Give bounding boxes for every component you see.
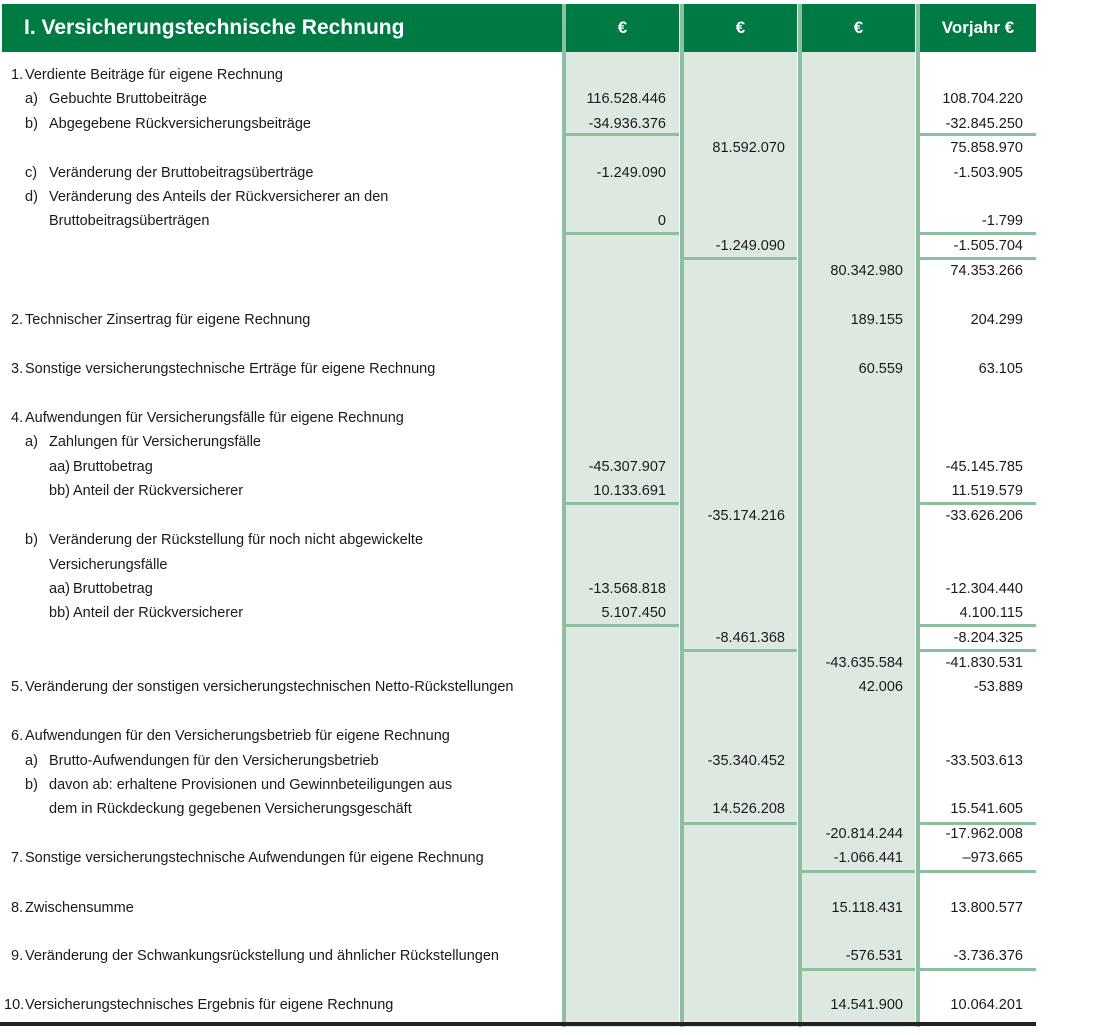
row-number: 2. [11, 312, 24, 328]
amount-c1 [566, 626, 666, 650]
row-number: b) [25, 777, 38, 793]
amount-c1 [566, 308, 666, 332]
table-row [0, 822, 1036, 846]
amount-c3: 80.342.980 [830, 263, 903, 279]
prior-year-value: -8.204.325 [953, 630, 1023, 646]
prior-year-value [920, 406, 1023, 430]
row-number: a) [25, 753, 38, 769]
amount-c1 [566, 993, 666, 1017]
amount-c2 [684, 185, 785, 209]
row-number: a) [25, 434, 38, 450]
prior-year-value: -33.626.206 [945, 508, 1023, 524]
amount-c2 [684, 993, 785, 1017]
amount-c3 [802, 577, 903, 601]
table-row [0, 553, 1036, 577]
amount-c3 [802, 797, 903, 821]
amount-c1: 5.107.450 [601, 605, 666, 621]
prior-year-value: -3.736.376 [953, 948, 1023, 964]
amount-c3 [802, 161, 903, 185]
row-number: 1. [11, 67, 24, 83]
row-label: Veränderung der Schwankungsrückstellung und ähnlicher Rückstellungen [25, 948, 499, 964]
amount-c3: 60.559 [858, 361, 903, 377]
row-label: dem in Rückdeckung gegebenen Versicherungsgeschäft [49, 801, 412, 817]
row-number: 9. [11, 948, 24, 964]
prior-year-value [920, 724, 1023, 748]
col-header-3: € [802, 4, 915, 52]
amount-c1 [566, 944, 666, 968]
prior-year-value: -32.845.250 [945, 116, 1023, 132]
amount-c3 [802, 749, 903, 773]
amount-c1 [566, 724, 666, 748]
prior-year-value [920, 185, 1023, 209]
row-number: 7. [11, 850, 24, 866]
row-label: Zwischensumme [25, 900, 134, 916]
prior-year-value: 11.519.579 [951, 483, 1023, 499]
amount-c1 [566, 651, 666, 675]
row-number: bb) [49, 483, 70, 499]
table-row [0, 234, 1036, 258]
table-row [0, 259, 1036, 283]
amount-c1 [566, 185, 666, 209]
prior-year-value: -45.145.785 [945, 459, 1023, 475]
amount-c2 [684, 455, 785, 479]
table-row [0, 846, 1036, 870]
amount-c1 [566, 357, 666, 381]
row-number: c) [25, 165, 38, 181]
amount-c2: -35.340.452 [707, 753, 785, 769]
row-number: aa) [49, 459, 70, 475]
row-label: Zahlungen für Versicherungsfälle [49, 434, 261, 450]
row-label: Bruttobetrag [73, 459, 153, 475]
amount-c2 [684, 479, 785, 503]
amount-c1: 10.133.691 [593, 483, 666, 499]
table-row [0, 136, 1036, 160]
prior-year-value: -41.830.531 [945, 655, 1023, 671]
amount-c2 [684, 577, 785, 601]
row-label: Technischer Zinsertrag für eigene Rechnung [25, 312, 311, 328]
subtotal-rule [920, 870, 1036, 873]
table-row [0, 504, 1036, 528]
table-row [0, 112, 1036, 136]
amount-c1: -34.936.376 [588, 116, 666, 132]
amount-c1 [566, 406, 666, 430]
table-row [0, 993, 1036, 1017]
amount-c2 [684, 406, 785, 430]
amount-c1 [566, 896, 666, 920]
table-row [0, 87, 1036, 111]
prior-year-value: -1.505.704 [953, 238, 1023, 254]
table-row [0, 749, 1036, 773]
amount-c3 [802, 234, 903, 258]
amount-c1 [566, 797, 666, 821]
amount-c2: 81.592.070 [712, 140, 785, 156]
table-row [0, 577, 1036, 601]
prior-year-value: 74.353.266 [950, 263, 1023, 279]
amount-c1: 116.528.446 [586, 91, 666, 107]
amount-c2: -1.249.090 [715, 238, 785, 254]
table-row [0, 63, 1036, 87]
table-title: I. Versicherungstechnische Rechnung [2, 4, 562, 52]
amount-c2: 14.526.208 [712, 801, 785, 817]
row-label: Versicherungsfälle [49, 557, 168, 573]
amount-c3 [802, 209, 903, 233]
amount-c3 [802, 406, 903, 430]
amount-c2 [684, 209, 785, 233]
prior-year-value: -33.503.613 [945, 753, 1023, 769]
prior-year-value: -17.962.008 [945, 826, 1023, 842]
table-row [0, 430, 1036, 454]
amount-c2 [684, 675, 785, 699]
row-number: 6. [11, 728, 24, 744]
subtotal-rule [802, 870, 915, 873]
amount-c3 [802, 601, 903, 625]
table-bottom-rule [0, 1022, 1036, 1026]
table-row [0, 528, 1036, 552]
row-number: d) [25, 189, 38, 205]
amount-c2 [684, 651, 785, 675]
row-number: b) [25, 116, 38, 132]
prior-year-value [920, 773, 1023, 797]
amount-c1 [566, 136, 666, 160]
amount-c3 [802, 87, 903, 111]
amount-c2 [684, 357, 785, 381]
amount-c2 [684, 87, 785, 111]
prior-year-value: 63.105 [978, 361, 1023, 377]
row-label: Sonstige versicherungstechnische Aufwendungen für eigene Rechnung [25, 850, 484, 866]
row-label: Aufwendungen für den Versicherungsbetrieb für eigene Rechnung [25, 728, 450, 744]
row-label: Bruttobeitragsüberträgen [49, 213, 210, 229]
amount-c3: 14.541.900 [830, 997, 903, 1013]
amount-c3 [802, 63, 903, 87]
amount-c2 [684, 896, 785, 920]
subtotal-rule [920, 968, 1036, 971]
amount-c2: -35.174.216 [707, 508, 785, 524]
amount-c1: 0 [657, 213, 666, 229]
row-label: davon ab: erhaltene Provisionen und Gewinnbeteiligungen aus [49, 777, 453, 793]
prior-year-value: 13.800.577 [950, 900, 1023, 916]
row-label: Veränderung der sonstigen versicherungstechnischen Netto-Rückstellungen [25, 679, 514, 695]
row-label: Veränderung des Anteils der Rückversicherer an den [49, 189, 389, 205]
row-number: 5. [11, 679, 24, 695]
amount-c2 [684, 846, 785, 870]
amount-c2 [684, 822, 785, 846]
table-row [0, 406, 1036, 430]
row-label: Anteil der Rückversicherer [73, 605, 244, 621]
prior-year-value: 15.541.605 [950, 801, 1023, 817]
row-number: 8. [11, 900, 24, 916]
amount-c3: 42.006 [858, 679, 903, 695]
table-row [0, 651, 1036, 675]
row-label: Gebuchte Bruttobeiträge [49, 91, 207, 107]
amount-c1: -1.249.090 [596, 165, 666, 181]
amount-c1 [566, 430, 666, 454]
amount-c1 [566, 749, 666, 773]
amount-c3: -43.635.584 [825, 655, 903, 671]
prior-year-value: 10.064.201 [950, 997, 1023, 1013]
amount-c3 [802, 626, 903, 650]
row-number: a) [25, 91, 38, 107]
row-label: Versicherungstechnisches Ergebnis für eigene Rechnung [25, 997, 394, 1013]
col-header-2: € [684, 4, 797, 52]
table-row [0, 675, 1036, 699]
prior-year-value: 204.299 [970, 312, 1023, 328]
amount-c3 [802, 773, 903, 797]
amount-c1: -45.307.907 [588, 459, 666, 475]
table-row [0, 626, 1036, 650]
amount-c1 [566, 528, 666, 552]
col-header-1: € [566, 4, 679, 52]
amount-c3 [802, 455, 903, 479]
amount-c3 [802, 504, 903, 528]
prior-year-value [920, 528, 1023, 552]
amount-c3 [802, 112, 903, 136]
amount-c2 [684, 63, 785, 87]
amount-c3: 189.155 [850, 312, 903, 328]
prior-year-value [920, 63, 1023, 87]
col-header-prior-year: Vorjahr € [920, 4, 1036, 52]
row-label: Veränderung der Bruttobeitragsüberträge [49, 165, 314, 181]
subtotal-rule [802, 968, 915, 971]
amount-c1 [566, 63, 666, 87]
row-label: Sonstige versicherungstechnische Erträge für eigene Rechnung [25, 361, 436, 377]
table-row [0, 944, 1036, 968]
amount-c2 [684, 308, 785, 332]
row-label: Bruttobetrag [73, 581, 153, 597]
amount-c1 [566, 846, 666, 870]
row-number: 3. [11, 361, 24, 377]
table-row [0, 724, 1036, 748]
amount-c2 [684, 528, 785, 552]
row-label: Anteil der Rückversicherer [73, 483, 244, 499]
amount-c3 [802, 185, 903, 209]
row-number: bb) [49, 605, 70, 621]
prior-year-value: -12.304.440 [945, 581, 1023, 597]
prior-year-value [920, 430, 1023, 454]
prior-year-value: 4.100.115 [959, 605, 1023, 621]
row-label: Verdiente Beiträge für eigene Rechnung [25, 67, 283, 83]
prior-year-value: -1.503.905 [953, 165, 1023, 181]
amount-c3 [802, 430, 903, 454]
amount-c3 [802, 528, 903, 552]
amount-c3: -1.066.441 [833, 850, 903, 866]
amount-c2 [684, 773, 785, 797]
prior-year-value: 75.858.970 [950, 140, 1023, 156]
amount-c1 [566, 234, 666, 258]
table-row [0, 896, 1036, 920]
prior-year-value: 108.704.220 [942, 91, 1023, 107]
row-number: aa) [49, 581, 70, 597]
amount-c2 [684, 553, 785, 577]
row-label: Brutto-Aufwendungen für den Versicherungsbetrieb [49, 753, 379, 769]
amount-c2 [684, 601, 785, 625]
row-number: b) [25, 532, 38, 548]
amount-c3: 15.118.431 [831, 900, 903, 916]
table-row [0, 209, 1036, 233]
table-row [0, 479, 1036, 503]
row-label: Veränderung der Rückstellung für noch nicht abgewickelte [49, 532, 424, 548]
amount-c2 [684, 259, 785, 283]
amount-c1 [566, 504, 666, 528]
amount-c2 [684, 430, 785, 454]
table-row [0, 357, 1036, 381]
amount-c3 [802, 479, 903, 503]
amount-c1 [566, 822, 666, 846]
amount-c1 [566, 553, 666, 577]
prior-year-value: -53.889 [973, 679, 1023, 695]
amount-c3 [802, 136, 903, 160]
amount-c2 [684, 161, 785, 185]
row-number: 10. [4, 997, 25, 1013]
amount-c1: -13.568.818 [588, 581, 666, 597]
table-row [0, 455, 1036, 479]
table-row [0, 161, 1036, 185]
amount-c2 [684, 944, 785, 968]
table-row [0, 308, 1036, 332]
amount-c3 [802, 553, 903, 577]
prior-year-value [920, 553, 1023, 577]
table-row [0, 185, 1036, 209]
amount-c1 [566, 259, 666, 283]
amount-c2: -8.461.368 [715, 630, 785, 646]
amount-c2 [684, 724, 785, 748]
prior-year-value: -1.799 [981, 213, 1023, 229]
table-row [0, 601, 1036, 625]
amount-c3: -20.814.244 [825, 826, 903, 842]
amount-c1 [566, 675, 666, 699]
row-number: 4. [11, 410, 24, 426]
amount-c3 [802, 724, 903, 748]
amount-c2 [684, 112, 785, 136]
prior-year-value: –973.665 [962, 850, 1023, 866]
table-row [0, 773, 1036, 797]
row-label: Abgegebene Rückversicherungsbeiträge [49, 116, 311, 132]
amount-c1 [566, 773, 666, 797]
table-row [0, 797, 1036, 821]
row-label: Aufwendungen für Versicherungsfälle für eigene Rechnung [25, 410, 404, 426]
amount-c3: -576.531 [845, 948, 903, 964]
